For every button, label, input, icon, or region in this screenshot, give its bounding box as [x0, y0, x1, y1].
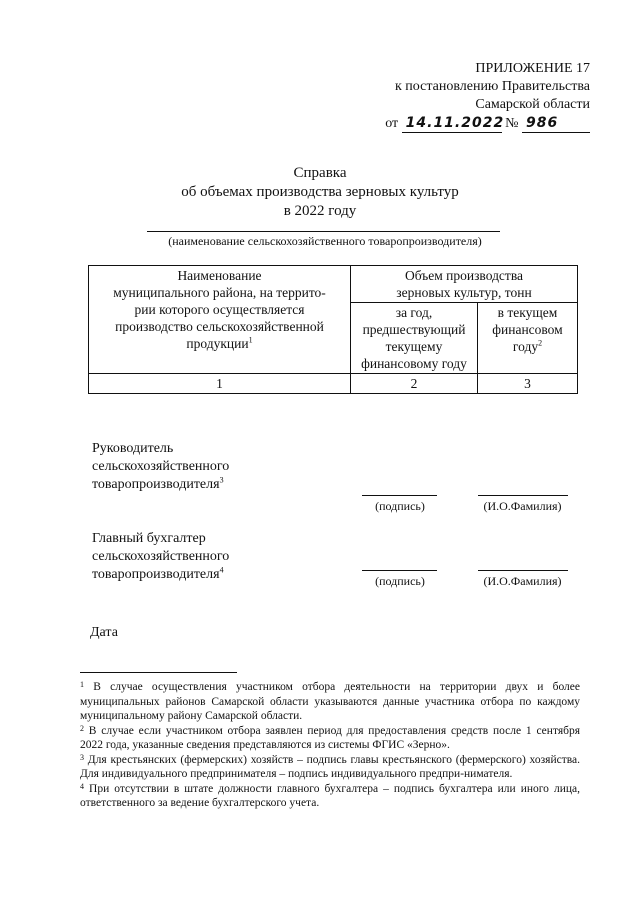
footnote-3 [80, 753, 580, 782]
head-signature-caption: (подпись) [375, 499, 425, 513]
footnote-2-mark: 2 [80, 723, 84, 733]
current-year-header [478, 303, 578, 374]
footnote-separator [80, 672, 237, 673]
appendix-title: ПРИЛОЖЕНИЕ 17 [475, 61, 590, 76]
district-header-l4: производство сельскохозяйственной [115, 319, 324, 334]
producer-name-caption: (наименование сельскохозяйственного товаропроизводителя) [168, 234, 482, 248]
head-signature-line [362, 495, 437, 496]
column-number-2: 2 [351, 374, 478, 394]
district-header-l2: муниципального района, на террито- [113, 285, 326, 300]
volume-header [351, 266, 578, 303]
footnote-1 [80, 680, 580, 724]
accountant-signature-label [92, 530, 229, 584]
district-header [89, 266, 351, 374]
accountant-label-l3-text: товаропроизводителя [92, 567, 220, 582]
title-line-2: об объемах производства зерновых культур [181, 184, 459, 200]
district-header-l3: рии которого осуществляется [134, 302, 305, 317]
handwritten-date: 14.11.2022 [402, 114, 502, 133]
prev-year-header [351, 303, 478, 374]
current-year-l2: финансовом [492, 322, 563, 337]
head-label-l3-text: товаропроизводителя [92, 477, 220, 492]
current-year-l3 [481, 338, 574, 355]
head-label-l3 [92, 476, 229, 494]
footnote-ref-3: 3 [219, 475, 224, 485]
footnote-2-text: В случае если участником отбора заявлен период для предоставления средств после 1 сентября 2022 года, указанные сведения представляются из системы ФГИС «Зерно». [80, 724, 580, 751]
accountant-signature-caption: (подпись) [375, 574, 425, 588]
title-line-1: Справка [293, 165, 347, 181]
date-label: Дата [90, 625, 118, 640]
accountant-name-line [478, 570, 568, 571]
footnote-3-mark: 3 [80, 752, 84, 762]
footnote-ref-4: 4 [219, 565, 224, 575]
column-number-3: 3 [478, 374, 578, 394]
head-name-caption: (И.О.Фамилия) [483, 499, 562, 513]
volume-header-l2: зерновых культур, тонн [396, 285, 532, 300]
footnote-ref-2: 2 [538, 338, 543, 348]
document-title [150, 164, 490, 221]
appendix-header [370, 60, 590, 133]
accountant-signature-line [362, 570, 437, 571]
footnote-1-text: В случае осуществления участником отбора деятельности на территории двух и более муниципальных районов Самарской области указываются данные участника отбора по каждому муниципальному району Самарской области. [80, 681, 581, 722]
current-year-l1: в текущем [497, 305, 558, 320]
accountant-label-l2: сельскохозяйственного [92, 549, 230, 564]
handwritten-number: 986 [522, 114, 590, 133]
number-prefix: № [505, 116, 519, 131]
production-table [88, 265, 578, 394]
appendix-subtitle: к постановлению Правительства [394, 79, 590, 94]
prev-year-l3: текущему [385, 339, 443, 354]
head-signature-label [92, 440, 229, 494]
title-line-3: в 2022 году [283, 203, 357, 219]
date-prefix: от [385, 116, 399, 131]
accountant-name-caption: (И.О.Фамилия) [483, 574, 562, 588]
district-header-l5 [92, 335, 347, 352]
appendix-region: Самарской области [475, 97, 590, 112]
volume-header-l1: Объем производства [404, 268, 524, 283]
district-header-l1: Наименование [177, 268, 262, 283]
producer-name-line [147, 231, 500, 232]
footnote-4-text: При отсутствии в штате должности главного бухгалтера – подпись бухгалтера или иного лица, ответственного за ведение бухгалтерского учета. [80, 782, 580, 809]
district-header-l5-text: продукции [186, 336, 249, 351]
footnote-ref-1: 1 [248, 335, 253, 345]
head-label-l1: Руководитель [92, 441, 174, 456]
appendix-date-line [370, 114, 590, 133]
accountant-label-l3 [92, 566, 229, 584]
footnote-3-text: Для крестьянских (фермерских) хозяйств – подпись главы крестьянского (фермерского) хозяйства. Для индивидуального предпринимателя – подпись индивидуального предпри-нимателя. [80, 753, 580, 780]
footnote-4-mark: 4 [80, 781, 84, 791]
head-label-l2: сельскохозяйственного [92, 459, 230, 474]
footnote-1-mark: 1 [80, 680, 84, 689]
footnote-4 [80, 782, 580, 811]
accountant-label-l1: Главный бухгалтер [92, 531, 206, 546]
footnotes [80, 680, 580, 811]
prev-year-l2: предшествующий [362, 322, 466, 337]
prev-year-l1: за год, [395, 305, 433, 320]
prev-year-l4: финансовому году [361, 356, 467, 371]
head-name-line [478, 495, 568, 496]
footnote-2 [80, 724, 580, 753]
current-year-l3-text: году [512, 339, 539, 354]
column-number-1: 1 [89, 374, 351, 394]
